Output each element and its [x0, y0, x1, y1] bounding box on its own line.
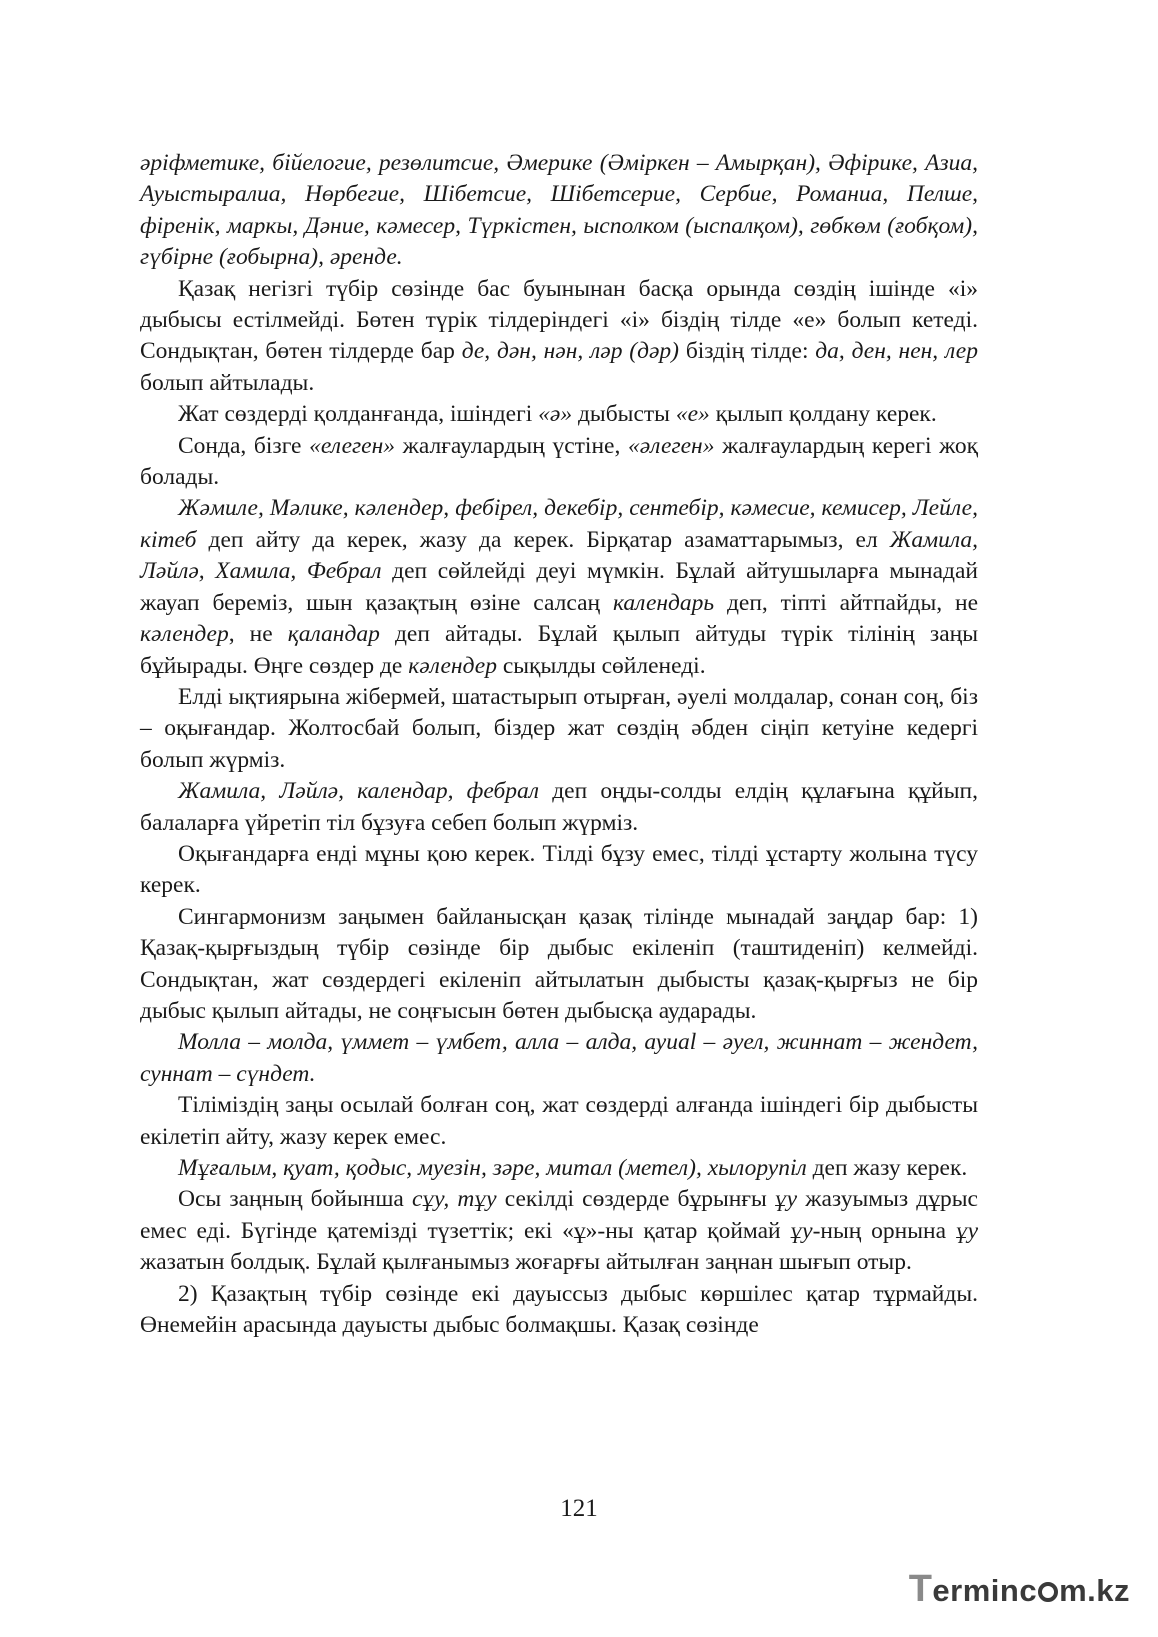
paragraph	[140, 1184, 978, 1278]
text-run: жазуымыз дұрыс емес еді. Бүгінде қатемізді түзеттік; екі «ұ»-ны қатар қоймай	[140, 1186, 978, 1244]
italic-text-run: ұу	[955, 1217, 978, 1244]
text-run: Осы заңның бойынша	[178, 1186, 412, 1213]
paragraph	[140, 839, 978, 902]
italic-text-run: календарь	[612, 589, 715, 616]
text-run: деп оңды-солды елдің құлағына құйып, балаларға үйретіп тіл бұзуға себеп болып жүрміз.	[140, 778, 978, 836]
text-run: қылып қолдану керек.	[709, 401, 937, 428]
site-watermark-logo	[909, 1568, 1130, 1611]
italic-text-run: Жамила, Ләйлә, календар, фебрал	[178, 778, 540, 805]
watermark-text-part1: erminc	[932, 1573, 1038, 1608]
text-run: Сонда, бізге	[178, 432, 310, 459]
text-run: Қазақ негізгі түбір сөзінде бас буынынан басқа орында сөздің ішінде «і» дыбысы естілмейді. Бөтен түрік тілдеріндегі «і» біздің тілде «е» болып кетеді. Сондықтан, бөтен тілдерде бар	[140, 275, 978, 365]
italic-text-run: «ә»	[538, 401, 573, 428]
text-run: жалғаулардың үстіне,	[395, 432, 628, 459]
italic-text-run: «е»	[675, 401, 710, 428]
text-run: Оқығандарға енді мұны қою керек. Тілді бұзу емес, тілді ұстарту жолына түсу керек.	[140, 840, 978, 899]
italic-text-run: да, ден, нен, лер	[815, 338, 978, 365]
text-run: Жат сөздерді қолданғанда, ішіндегі	[178, 401, 539, 428]
text-run: біздің тілде:	[679, 338, 816, 365]
watermark-big-letter: T	[908, 1568, 933, 1610]
text-run: деп жазу керек.	[806, 1155, 968, 1181]
text-run: деп сөйлейді деуі мүмкін. Бұлай айтушыларға мынадай жауап береміз, шын қазақтың өзіне салсаң	[140, 558, 978, 616]
page-body	[140, 148, 978, 1341]
paragraph	[140, 776, 978, 839]
text-run: Елді ықтиярына жібермей, шатастырып отырған, әуелі молдалар, сонан соң, біз – оқығандар. Жолтосбай болып, біздер жат сөздің әбден сіңіп кетуіне кедергі болып жүрміз.	[140, 683, 978, 773]
italic-text-run: Жамила, Ләйлә, Хамила, Фебрал	[140, 526, 978, 585]
text-run: -ның орнына	[812, 1217, 956, 1244]
paragraph	[140, 902, 978, 1028]
text-run: 2) Қазақтың түбір сөзінде екі дауыссыз дыбыс көршілес қатар тұрмайды. Өнемейін арасында дауысты дыбыс болмақшы. Қазақ сөзінде	[140, 1280, 978, 1339]
paragraph	[140, 431, 978, 494]
italic-text-run: ұу	[774, 1186, 798, 1213]
text-run: жалғаулардың керегі жоқ болады.	[140, 432, 978, 491]
italic-text-run: қаландар	[287, 621, 380, 648]
italic-text-run: де, дән, нән, ләр (дәр)	[461, 338, 680, 365]
page-number: 121	[560, 1495, 598, 1522]
watermark-ring-icon	[1038, 1582, 1058, 1602]
watermark-text-part2: m.kz	[1059, 1573, 1130, 1608]
text-run: Тіліміздің заңы осылай болған соң, жат сөздерді алғанда ішіндегі бір дыбысты екілетіп айту, жазу керек емес.	[140, 1092, 978, 1150]
text-run: , не	[228, 621, 288, 648]
paragraph	[140, 148, 978, 274]
text-run: дыбысты	[572, 401, 676, 428]
paragraph	[140, 1090, 978, 1153]
italic-text-run: «әлеген»	[628, 432, 715, 459]
text-run: деп айтады. Бұлай қылып айтуды түрік тілінің заңы бұйырады. Өңге сөздер де	[140, 621, 978, 679]
italic-text-run: кәлендер	[140, 621, 229, 648]
paragraph	[140, 1279, 978, 1342]
text-run: жазатын болдық. Бұлай қылғанымыз жоғарғы айтылған заңнан шығып отыр.	[140, 1249, 912, 1276]
paragraph	[140, 274, 978, 400]
text-run: деп айту да керек, жазу да керек. Бірқатар азаматтарымыз, ел	[196, 526, 890, 553]
paragraph	[140, 399, 978, 430]
italic-text-run: сұу, тұу	[411, 1186, 497, 1213]
italic-text-run: ұу	[790, 1217, 813, 1244]
italic-text-run: Молла – молда, үммет – үмбет, алла – алда, ауual – әуел, жиннат – жендет, суннат – сүндет.	[140, 1029, 978, 1087]
text-run: сықылды сөйленеді.	[496, 652, 706, 679]
paragraph	[140, 682, 978, 776]
italic-text-run: «елеген»	[309, 432, 396, 459]
paragraph	[140, 493, 978, 681]
italic-text-run: кәлендер	[408, 652, 497, 679]
italic-text-run: Жәмиле, Мәлике, кәлендер, фебірел, декебір, сентебір, кәмесие, кемисер, Лейле, кітеб	[140, 495, 978, 553]
italic-text-run: Мұғалым, қуат, қодыс, муезін, зәре, митал (метел), хылорупіл	[178, 1155, 807, 1181]
text-run: секілді сөздерде бұрынғы	[496, 1186, 775, 1213]
italic-text-run: әріфметике, бійелогие, резөлитсие, Әмерике (Әміркен – Амырқан), Әфірике, Азиа, Ауыстыралиа, Нөрбегие, Шібетсие, Шібетсерие, Сербие, Романиа, Пелше, фіренік, маркы, Дәние, кәмесер, Түркістен, ысполком (ыспалқом), гөбкөм (ғобқом), гүбірне (ғобырна), әренде.	[140, 150, 978, 271]
paragraph	[140, 1027, 978, 1090]
text-run: болып айтылады.	[140, 369, 315, 396]
paragraph	[140, 1153, 978, 1184]
text-run: Сингармонизм заңымен байланысқан қазақ тілінде мынадай заңдар бар: 1) Қазақ-қырғыздың түбір сөзінде бір дыбыс екіленіп (таштиденіп) келмейді. Сондықтан, жат сөздердегі екіленіп айтылатын дыбысты қазақ-қырғыз не бір дыбыс қылып айтады, не соңғысын бөтен дыбысқа аударады.	[140, 903, 978, 1024]
text-run: деп, тіпті айтпайды, не	[714, 589, 979, 616]
